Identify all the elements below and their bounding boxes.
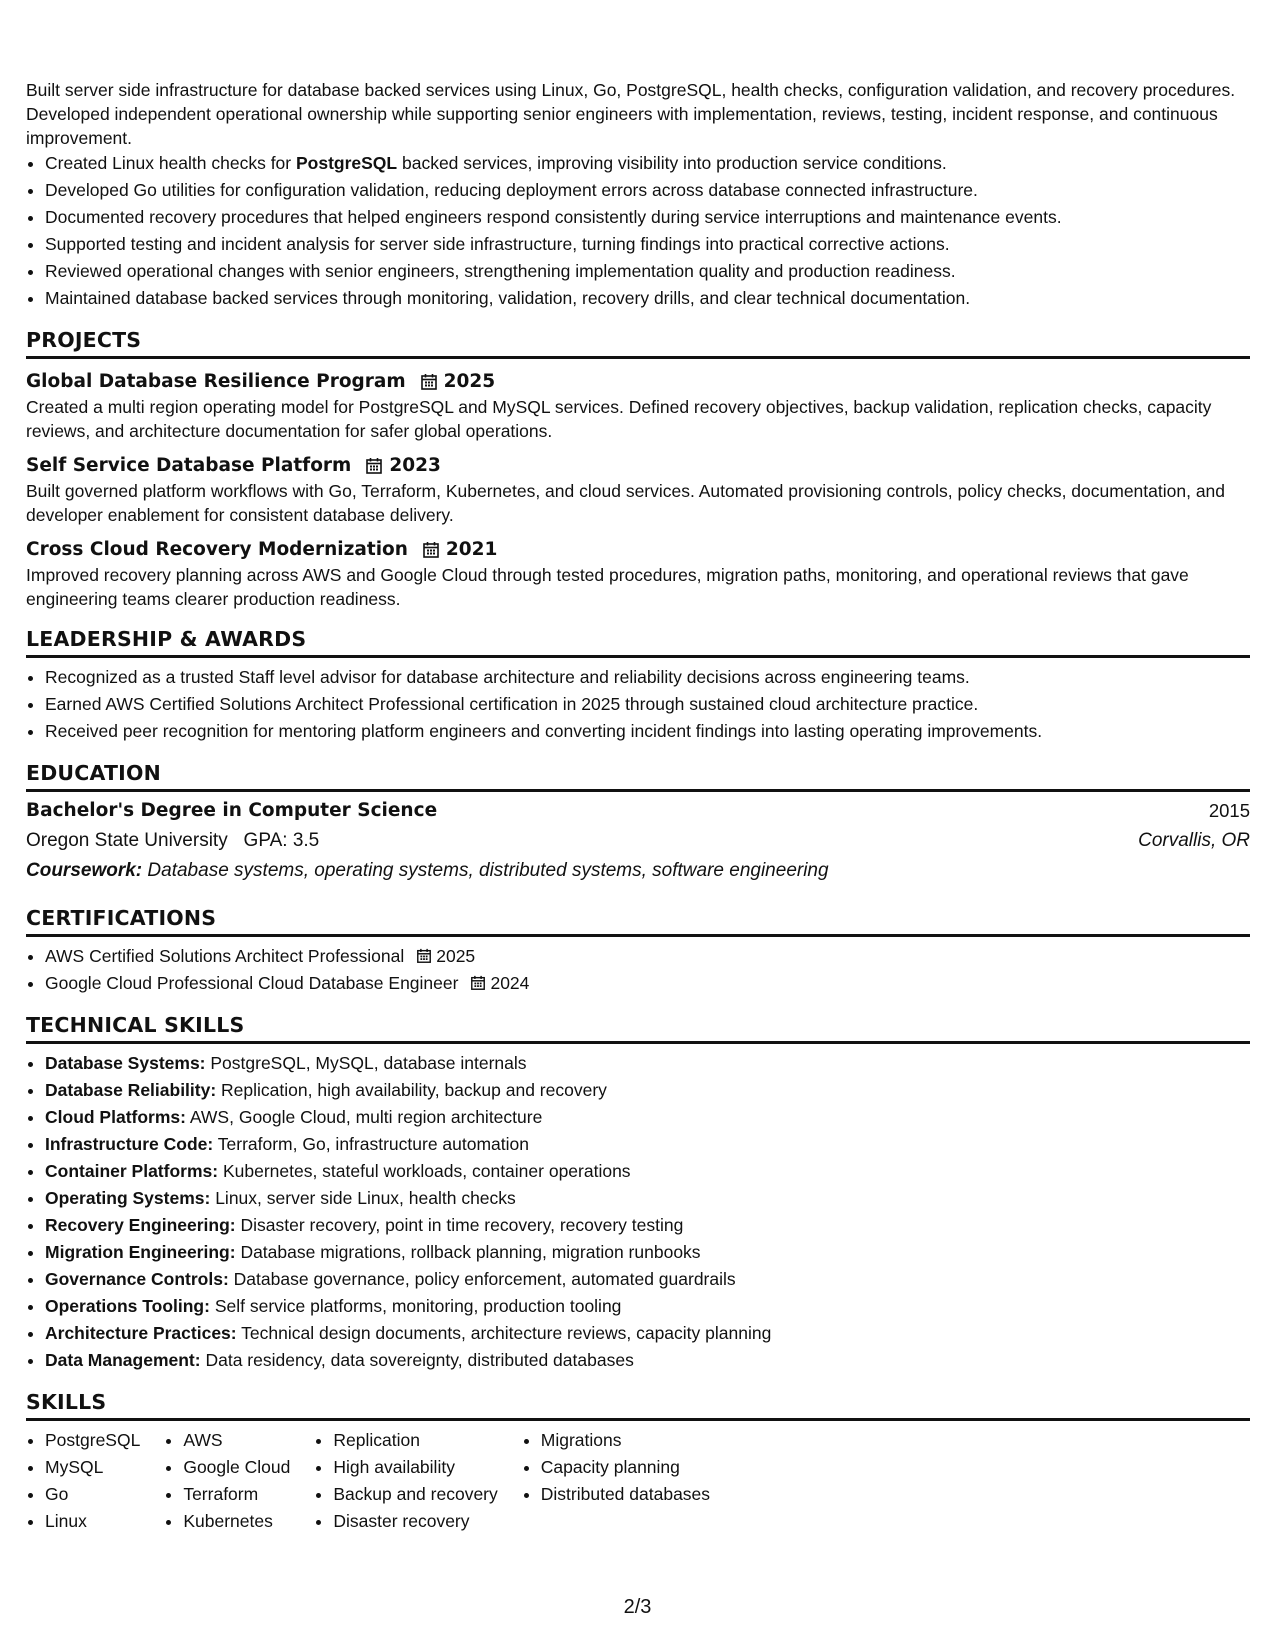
- skills-column: [522, 1427, 710, 1535]
- technical-skill-item: • Operations Tooling: Self service platforms, monitoring, production tooling: [45, 1293, 1250, 1320]
- calendar-icon: [365, 457, 383, 475]
- skill-item: • Backup and recovery: [333, 1481, 497, 1508]
- skill-item: • High availability: [333, 1454, 497, 1481]
- skill-item: • Go: [45, 1481, 140, 1508]
- skill-item: • MySQL: [45, 1454, 140, 1481]
- experience-bullet: • Developed Go utilities for configuration validation, reducing deployment errors across database connected infrastructure.: [45, 177, 1250, 204]
- section-title-education: EDUCATION: [26, 759, 1250, 792]
- skill-item: • Kubernetes: [183, 1508, 290, 1535]
- skill-item: • Capacity planning: [541, 1454, 710, 1481]
- experience-summary: Built server side infrastructure for database backed services using Linux, Go, PostgreSQL, health checks, configuration validation, and recovery procedures. Developed independent operational ownership while supporting senior engineers with implementation, reviews, testing, incident response, and continuous improvement.: [26, 80, 1236, 148]
- skills-column: [26, 1427, 140, 1535]
- project-description: Improved recovery planning across AWS and Google Cloud through tested procedures, migration paths, monitoring, and operational reviews that gave engineering teams clearer production readiness.: [26, 565, 1189, 609]
- technical-skills-list: [26, 1050, 1250, 1374]
- leadership-item: • Earned AWS Certified Solutions Architect Professional certification in 2025 through sustained cloud architecture practice.: [45, 691, 1250, 718]
- leadership-list: [26, 664, 1250, 745]
- leadership-item: • Recognized as a trusted Staff level advisor for database architecture and reliability decisions across engineering teams.: [45, 664, 1250, 691]
- experience-bullet: • Created Linux health checks for PostgreSQL backed services, improving visibility into production service conditions.: [45, 150, 1250, 177]
- technical-skill-item: • Infrastructure Code: Terraform, Go, infrastructure automation: [45, 1131, 1250, 1158]
- technical-skill-item: • Architecture Practices: Technical design documents, architecture reviews, capacity planning: [45, 1320, 1250, 1347]
- project-title: Global Database Resilience Program 2025: [26, 369, 1250, 395]
- experience-bullet: • Supported testing and incident analysis for server side infrastructure, turning findings into practical corrective actions.: [45, 231, 1250, 258]
- education-school: Oregon State University: [26, 830, 228, 851]
- section-title-skills: SKILLS: [26, 1388, 1250, 1421]
- education-meta: [26, 826, 1250, 856]
- certification-year: 2024: [490, 973, 530, 993]
- education-location: Corvallis, OR: [1138, 830, 1250, 851]
- certification-item: • AWS Certified Solutions Architect Professional 2025: [45, 943, 1250, 970]
- calendar-icon: [422, 541, 440, 559]
- technical-skill-item: • Recovery Engineering: Disaster recovery, point in time recovery, recovery testing: [45, 1212, 1250, 1239]
- experience-bullets: [26, 150, 1250, 312]
- experience-bullet: • Maintained database backed services through monitoring, validation, recovery drills, and clear technical documentation.: [45, 285, 1250, 312]
- calendar-icon: [416, 948, 432, 964]
- skill-item: • PostgreSQL: [45, 1427, 140, 1454]
- education-header: [26, 796, 1250, 826]
- skill-item: • Terraform: [183, 1481, 290, 1508]
- calendar-icon: [470, 975, 486, 991]
- technical-skill-item: • Governance Controls: Database governance, policy enforcement, automated guardrails: [45, 1266, 1250, 1293]
- project-description: Created a multi region operating model for PostgreSQL and MySQL services. Defined recovery objectives, backup validation, replication checks, capacity reviews, and architecture documentation for safer global operations.: [26, 397, 1212, 441]
- technical-skill-item: • Database Reliability: Replication, high availability, backup and recovery: [45, 1077, 1250, 1104]
- certification-list: [26, 943, 1250, 997]
- skill-item: • Replication: [333, 1427, 497, 1454]
- technical-skill-item: • Cloud Platforms: AWS, Google Cloud, multi region architecture: [45, 1104, 1250, 1131]
- skills-column: [164, 1427, 290, 1535]
- technical-skill-item: • Container Platforms: Kubernetes, stateful workloads, container operations: [45, 1158, 1250, 1185]
- technical-skill-item: • Migration Engineering: Database migrations, rollback planning, migration runbooks: [45, 1239, 1250, 1266]
- project-title: Self Service Database Platform 2023: [26, 453, 1250, 479]
- project-year: 2023: [389, 455, 441, 476]
- project-title: Cross Cloud Recovery Modernization 2021: [26, 537, 1250, 563]
- experience-bullet: • Documented recovery procedures that helped engineers respond consistently during service interruptions and maintenance events.: [45, 204, 1250, 231]
- skills-grid: [26, 1427, 1250, 1535]
- project-year: 2025: [443, 371, 496, 392]
- leadership-item: • Received peer recognition for mentoring platform engineers and converting incident findings into lasting operating improvements.: [45, 718, 1250, 745]
- technical-skill-item: • Data Management: Data residency, data sovereignty, distributed databases: [45, 1347, 1250, 1374]
- education-year: 2015: [1208, 800, 1250, 821]
- technical-skill-item: • Database Systems: PostgreSQL, MySQL, database internals: [45, 1050, 1250, 1077]
- section-title-leadership: LEADERSHIP & AWARDS: [26, 625, 1250, 658]
- project-description: Built governed platform workflows with Go, Terraform, Kubernetes, and cloud services. Automated provisioning controls, policy checks, documentation, and developer enablement for consistent database delivery.: [26, 481, 1226, 525]
- skill-item: • Linux: [45, 1508, 140, 1535]
- education-coursework: Coursework: Database systems, operating systems, distributed systems, software engineering: [26, 860, 829, 881]
- calendar-icon: [420, 373, 438, 391]
- resume-page: [26, 78, 1250, 1535]
- experience-bullet: • Reviewed operational changes with senior engineers, strengthening implementation quality and production readiness.: [45, 258, 1250, 285]
- page-number: 2/3: [623, 1596, 652, 1618]
- section-title-technical-skills: TECHNICAL SKILLS: [26, 1011, 1250, 1044]
- certification-item: • Google Cloud Professional Cloud Database Engineer 2024: [45, 970, 1250, 997]
- project-year: 2021: [445, 539, 498, 560]
- education-degree: Bachelor's Degree in Computer Science: [26, 800, 438, 821]
- certification-year: 2025: [436, 946, 476, 966]
- skill-item: • AWS: [183, 1427, 290, 1454]
- skill-item: • Disaster recovery: [333, 1508, 497, 1535]
- skill-item: • Distributed databases: [541, 1481, 710, 1508]
- skill-item: • Google Cloud: [183, 1454, 290, 1481]
- section-title-projects: PROJECTS: [26, 326, 1250, 359]
- skills-column: [314, 1427, 497, 1535]
- education-gpa: GPA: 3.5: [243, 830, 320, 851]
- section-title-certifications: CERTIFICATIONS: [26, 904, 1250, 937]
- technical-skill-item: • Operating Systems: Linux, server side Linux, health checks: [45, 1185, 1250, 1212]
- skill-item: • Migrations: [541, 1427, 710, 1454]
